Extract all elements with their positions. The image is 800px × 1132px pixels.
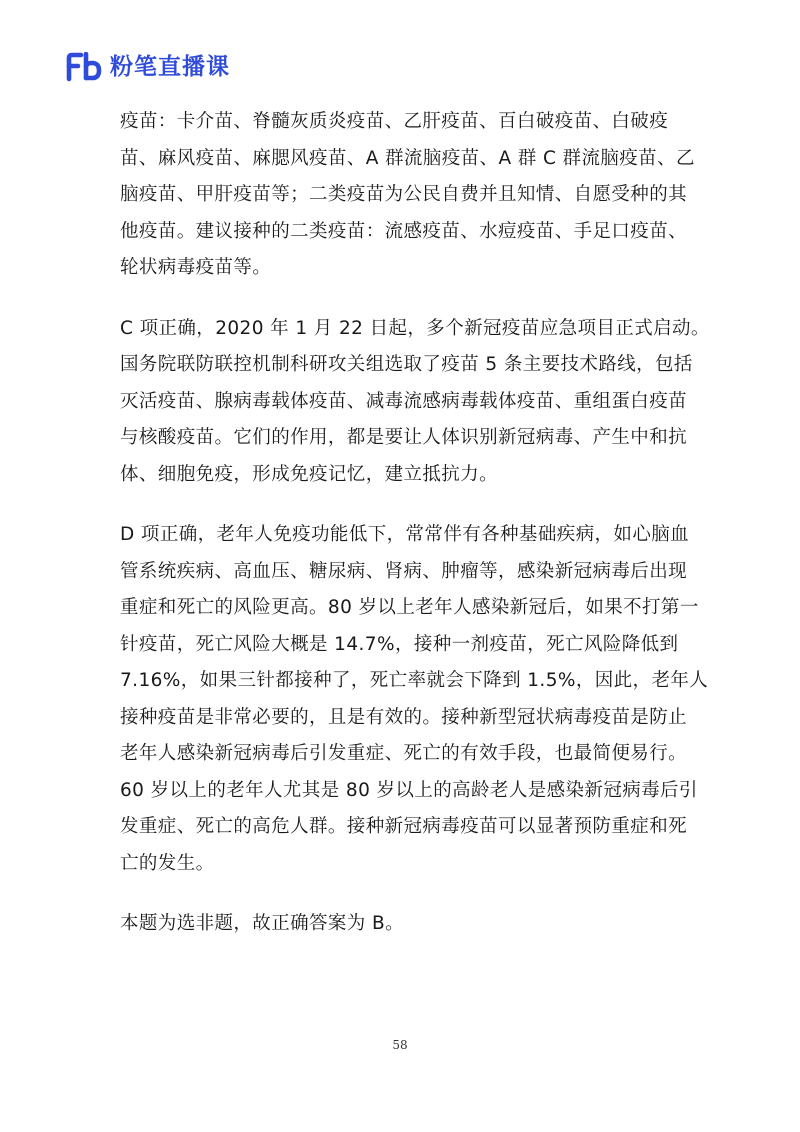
paragraph-gap [120, 882, 690, 906]
text-line: 60 岁以上的老年人尤其是 80 岁以上的高龄老人是感染新冠病毒后引 [120, 779, 698, 801]
fb-logo-icon [64, 52, 104, 82]
text-line: D 项正确，老年人免疫功能低下，常常伴有各种基础疾病，如心脑血 [120, 524, 690, 545]
text-line: 管系统疾病、高血压、糖尿病、肾病、肿瘤等，感染新冠病毒后出现 [120, 560, 688, 582]
paragraph-option-d [120, 517, 709, 882]
text-line: 轮状病毒疫苗等。 [120, 257, 272, 278]
paragraph-answer [120, 906, 690, 943]
page-header [64, 50, 230, 84]
text-line: 发重症、死亡的高危人群。接种新冠病毒疫苗可以显著预防重症和死 [120, 816, 688, 837]
text-line: 本题为选非题，故正确答案为 B。 [120, 913, 404, 934]
brand-name: 粉笔直播课 [110, 54, 230, 80]
text-line: 体、细胞免疫，形成免疫记忆，建立抵抗力。 [120, 463, 499, 485]
text-line: 接种疫苗是非常必要的，且是有效的。接种新型冠状病毒疫苗是防止 [120, 706, 688, 728]
text-line: 7.16%，如果三针都接种了，死亡率就会下降到 1.5%，因此，老年人 [120, 670, 709, 691]
text-line: 重症和死亡的风险更高。80 岁以上老年人感染新冠后，如果不打第一 [120, 597, 699, 618]
text-line: 亡的发生。 [120, 852, 215, 874]
text-line: C 项正确，2020 年 1 月 22 日起，多个新冠疫苗应急项目正式启动。 [120, 317, 710, 339]
paragraph-vaccine-categories [120, 104, 695, 287]
text-line: 疫苗：卡介苗、脊髓灰质炎疫苗、乙肝疫苗、百白破疫苗、白破疫 [120, 111, 669, 132]
paragraph-gap [120, 287, 690, 311]
document-body [120, 104, 710, 943]
text-line: 针疫苗，死亡风险大概是 14.7%，接种一剂疫苗，死亡风险降低到 [120, 633, 679, 655]
paragraph-option-c [120, 311, 710, 494]
paragraph-gap [120, 493, 690, 517]
text-line: 国务院联防联控机制科研攻关组选取了疫苗 5 条主要技术路线，包括 [120, 354, 693, 375]
text-line: 苗、麻风疫苗、麻腮风疫苗、A 群流脑疫苗、A 群 C 群流脑疫苗、乙 [120, 147, 695, 169]
text-line: 与核酸疫苗。它们的作用，都是要让人体识别新冠病毒、产生中和抗 [120, 427, 688, 448]
text-line: 脑疫苗、甲肝疫苗等；二类疫苗为公民自费并且知情、自愿受种的其 [120, 184, 688, 205]
page-number: 58 [392, 1038, 408, 1052]
text-line: 他疫苗。建议接种的二类疫苗：流感疫苗、水痘疫苗、手足口疫苗、 [120, 220, 688, 242]
text-line: 灭活疫苗、腺病毒载体疫苗、减毒流感病毒载体疫苗、重组蛋白疫苗 [120, 390, 688, 412]
text-line: 老年人感染新冠病毒后引发重症、死亡的有效手段，也最简便易行。 [120, 743, 688, 764]
